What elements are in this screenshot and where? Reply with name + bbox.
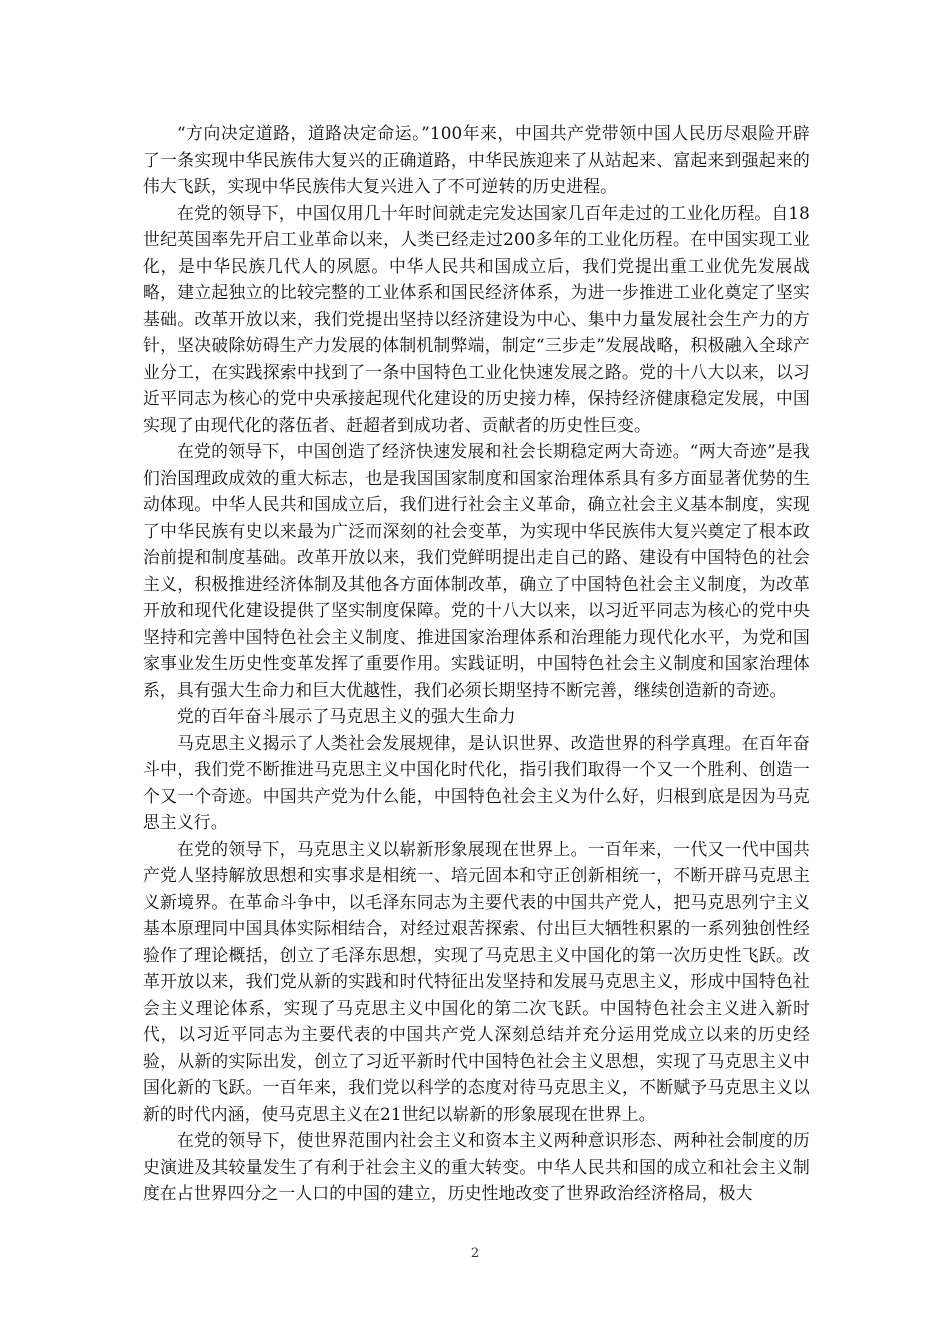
paragraph-direction-decides-road: “方向决定道路，道路决定命运。”100年来，中国共产党带领中国人民历尽艰险开辟了一条实现中华民族伟大复兴的正确道路，中华民族迎来了从站起来、富起来到强起来的伟大飞跃，实现中华民族伟大复兴进入了不可逆转的历史进程。 (143, 123, 810, 196)
document-body (143, 120, 810, 1207)
paragraph-industrialization: 在党的领导下，中国仅用几十年时间就走完发达国家几百年走过的工业化历程。自18世纪英国率先开启工业革命以来，人类已经走过200多年的工业化历程。在中国实现工业化，是中华民族几代人的夙愿。中华人民共和国成立后，我们党提出重工业优先发展战略，建立起独立的比较完整的工业体系和国民经济体系，为进一步推进工业化奠定了坚实基础。改革开放以来，我们党提出坚持以经济建设为中心、集中力量发展社会生产力的方针，坚决破除妨碍生产力发展的体制机制弊端，制定“三步走”发展战略，积极融入全球产业分工，在实践探索中找到了一条中国特色工业化快速发展之路。党的十八大以来，以习近平同志为核心的党中央承接起现代化建设的历史接力棒，保持经济健康稳定发展，中国实现了由现代化的落伍者、赶超者到成功者、贡献者的历史性巨变。 (143, 202, 810, 435)
paragraph-marxism-new-image: 在党的领导下，马克思主义以崭新形象展现在世界上。一百年来，一代又一代中国共产党人坚持解放思想和实事求是相统一、培元固本和守正创新相统一，不断开辟马克思主义新境界。在革命斗争中，以毛泽东同志为主要代表的中国共产党人，把马克思列宁主义基本原理同中国具体实际相结合，对经过艰苦探索、付出巨大牺牲积累的一系列独创性经验作了理论概括，创立了毛泽东思想，实现了马克思主义中国化的第一次历史性飞跃。改革开放以来，我们党从新的实践和时代特征出发坚持和发展马克思主义，形成中国特色社会主义理论体系，实现了马克思主义中国化的第二次飞跃。中国特色社会主义进入新时代，以习近平同志为主要代表的中国共产党人深刻总结并充分运用党成立以来的历史经验，从新的实际出发，创立了习近平新时代中国特色社会主义思想，实现了马克思主义中国化新的飞跃。一百年来，我们党以科学的态度对待马克思主义，不断赋予马克思主义以新的时代内涵，使马克思主义在21世纪以崭新的形象展现在世界上。 (143, 838, 810, 1124)
page-number: 2 (470, 1246, 480, 1261)
paragraph-socialism-shift: 在党的领导下，使世界范围内社会主义和资本主义两种意识形态、两种社会制度的历史演进及其较量发生了有利于社会主义的重大转变。中华人民共和国的成立和社会主义制度在占世界四分之一人口的中国的建立，历史性地改变了世界政治经济格局，极大 (143, 1130, 810, 1203)
section-heading-marxism-vitality: 党的百年奋斗展示了马克思主义的强大生命力 (177, 706, 516, 726)
paragraph-marxism-truth: 马克思主义揭示了人类社会发展规律，是认识世界、改造世界的科学真理。在百年奋斗中，我们党不断推进马克思主义中国化时代化，指引我们取得一个又一个胜利、创造一个又一个奇迹。中国共产党为什么能，中国特色社会主义为什么好，归根到底是因为马克思主义行。 (143, 732, 810, 832)
paragraph-two-miracles: 在党的领导下，中国创造了经济快速发展和社会长期稳定两大奇迹。“两大奇迹”是我们治国理政成效的重大标志，也是我国国家制度和国家治理体系具有多方面显著优势的生动体现。中华人民共和国成立后，我们进行社会主义革命，确立社会主义基本制度，实现了中华民族有史以来最为广泛而深刻的社会变革，为实现中华民族伟大复兴奠定了根本政治前提和制度基础。改革开放以来，我们党鲜明提出走自己的路、建设有中国特色的社会主义，积极推进经济体制及其他各方面体制改革，确立了中国特色社会主义制度，为改革开放和现代化建设提供了坚实制度保障。党的十八大以来，以习近平同志为核心的党中央坚持和完善中国特色社会主义制度、推进国家治理体系和治理能力现代化水平，为党和国家事业发生历史性变革发挥了重要作用。实践证明，中国特色社会主义制度和国家治理体系，具有强大生命力和巨大优越性，我们必须长期坚持不断完善，继续创造新的奇迹。 (143, 441, 810, 700)
